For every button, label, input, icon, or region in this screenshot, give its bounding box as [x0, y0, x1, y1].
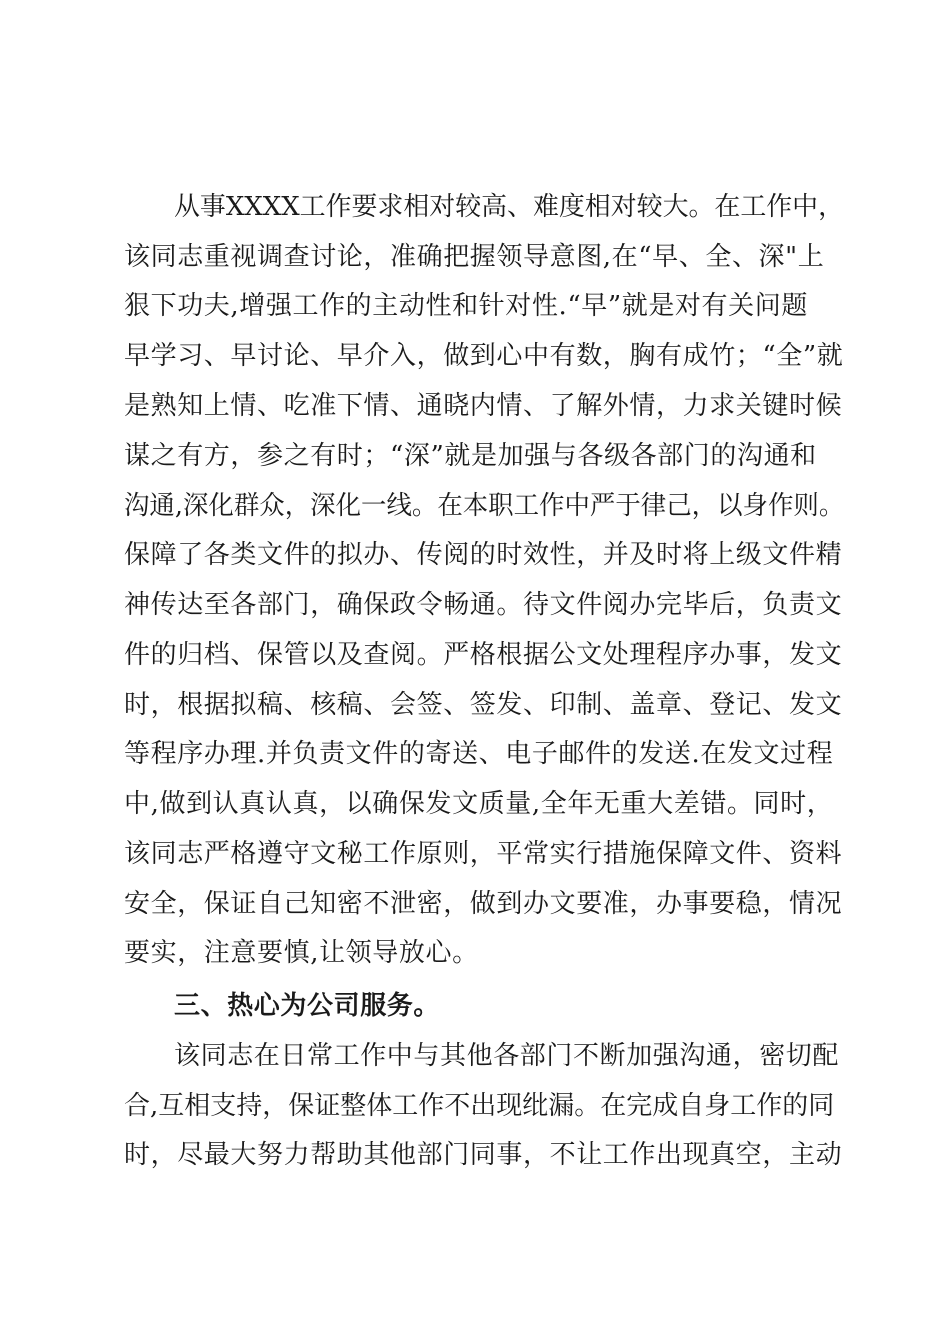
- text-line: 狠下功夫,增强工作的主动性和针对性.“早”就是对有关问题: [124, 291, 808, 321]
- text-line: 件的归档、保管以及查阅。严格根据公文处理程序办事，发文: [124, 640, 843, 670]
- text-line: 合,互相支持，保证整体工作不出现纰漏。在完成自身工作的同: [124, 1091, 835, 1121]
- text-line: 该同志重视调查讨论，准确把握领导意图,在“早、全、深"上: [124, 242, 825, 272]
- text-line: 等程序办理.并负责文件的寄送、电子邮件的发送.在发文过程: [124, 739, 834, 769]
- text-line: 中,做到认真认真，以确保发文质量,全年无重大差错。同时，: [124, 789, 834, 819]
- text-line: 时，根据拟稿、核稿、会签、签发、印制、盖章、登记、发文: [124, 690, 843, 720]
- text-line: 从事XXXX工作要求相对较高、难度相对较大。在工作中，: [174, 192, 845, 222]
- text-line: 时，尽最大努力帮助其他部门同事，不让工作出现真空，主动: [124, 1140, 843, 1170]
- text-line: 要实，注意要慎,让领导放心。: [124, 938, 479, 968]
- section-heading: 三、热心为公司服务。: [174, 991, 441, 1021]
- text-line: 该同志严格遵守文秘工作原则，平常实行措施保障文件、资料: [124, 839, 843, 869]
- text-line: 神传达至各部门，确保政令畅通。待文件阅办完毕后，负责文: [124, 590, 843, 620]
- text-line: 安全，保证自己知密不泄密，做到办文要准，办事要稳，情况: [124, 889, 843, 919]
- text-line: 保障了各类文件的拟办、传阅的时效性，并及时将上级文件精: [124, 540, 843, 570]
- text-line: 早学习、早讨论、早介入，做到心中有数，胸有成竹；“全”就: [124, 341, 844, 371]
- text-line: 是熟知上情、吃准下情、通晓内情、了解外情，力求关键时候: [124, 391, 843, 421]
- text-line: 谋之有方，参之有时；“深”就是加强与各级各部门的沟通和: [124, 441, 817, 471]
- text-line: 该同志在日常工作中与其他各部门不断加强沟通，密切配: [174, 1041, 840, 1071]
- text-line: 沟通,深化群众，深化一线。在本职工作中严于律己，以身作则。: [124, 491, 845, 521]
